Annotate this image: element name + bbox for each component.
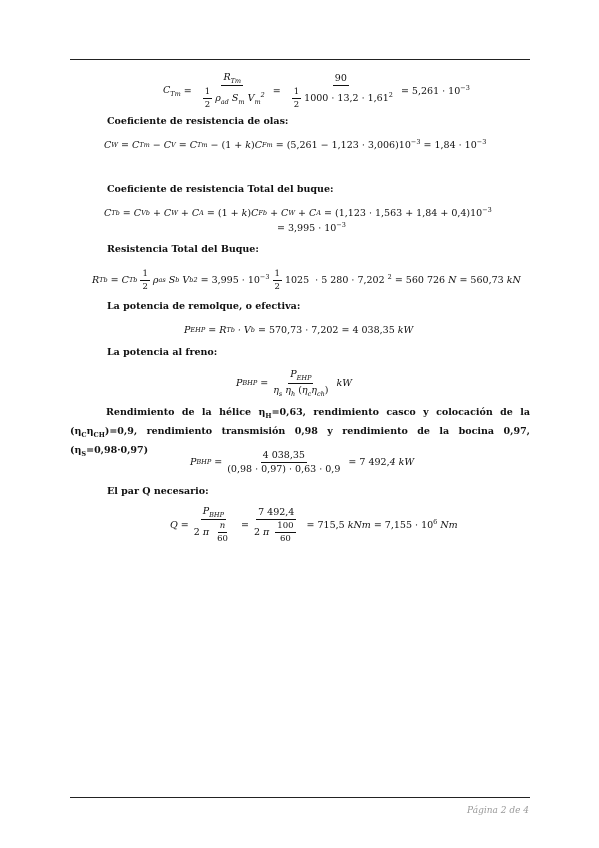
efficiency-paragraph: Rendimiento de la hélice $\eta_H=0,63$, rendimiento casco y colocación de la $(\eta_C\eta_{CH})=0,9$, rendimiento transmisión 0,98 y rendimiento de la bocina 0,97, $(\eta_S=0,98\cdot 0,97)$: [70, 407, 530, 458]
heading-freno: La potencia al freno:: [107, 347, 218, 358]
heading-par: El par Q necesario:: [107, 486, 209, 497]
equation-pbhp-numeric: P BHP = $\frac{4 038,35}{(0,98 \cdot 0,97) \cdot 0,63 \cdot 0,9}$ = 7 492, 4 kW: [190, 449, 415, 475]
equation-ctb-line1: C Tb = C Vb + C W + C A = (1 + k ) C Fb + C W + C A = $(1,123 \cdot 1,563 + 1,84 + 0,4)10^{-3}$: [104, 206, 492, 220]
equation-cw: C W = C Tm − C V = C Tm − (1 + k ) C Fm = $(5,261 - 1,123 \cdot 3,006)10^{-3} = 1,84 \cdot 10^{-3}$: [104, 138, 487, 152]
equation-pehp: P EHP = R Tb · V b = 570,73 · 7,202 = 4 038,35 kW: [184, 324, 414, 336]
equation-q: Q = $P_{BHP}$ 2 π $\frac{n}{60}$ = 7 492,4 2 π $\frac{100}{60}$ = 715,5 kNm = $7,155 \cdot 10^6$ Nm: [170, 505, 458, 545]
equation-ctb-line2: = $3,995 \cdot 10^{-3}$: [277, 221, 346, 235]
equation-rtb: R Tb = C Tb $\frac{1}{2}$ ρ as S b V b 2 = $3,995 \cdot 10^{-3}$ $\frac{1}{2}$ 1025 · 5 280 · 7,202 $^2$ = 560 726 N = 560,73 kN: [92, 268, 521, 292]
header-rule: [70, 59, 530, 60]
equation-pbhp: P BHP = $\frac{P_{EHP}}{\eta_s \eta_h (\eta_c\eta_{ch})}$ kW: [236, 368, 353, 398]
heading-total: Coeficiente de resistencia Total del buque:: [107, 184, 334, 195]
page-number: Página 2 de 4: [467, 806, 529, 816]
heading-potencia: La potencia de remolque, o efectiva:: [107, 301, 301, 312]
footer-rule: [70, 797, 530, 798]
heading-resistencia: Resistencia Total del Buque:: [107, 244, 259, 255]
equation-ctm: $C_{Tm}$ = $R_{Tm}$ $\frac{1}{2}$ $\rho_{ad}$ $S_m$ $V_m^2$ = 90 $\frac{1}{2}$ $1000 \cdot 13,2 \cdot 1,61^2$ = $5,261 \cdot 10^{-3}$: [163, 71, 470, 111]
heading-olas: Coeficiente de resistencia de olas:: [107, 116, 289, 127]
